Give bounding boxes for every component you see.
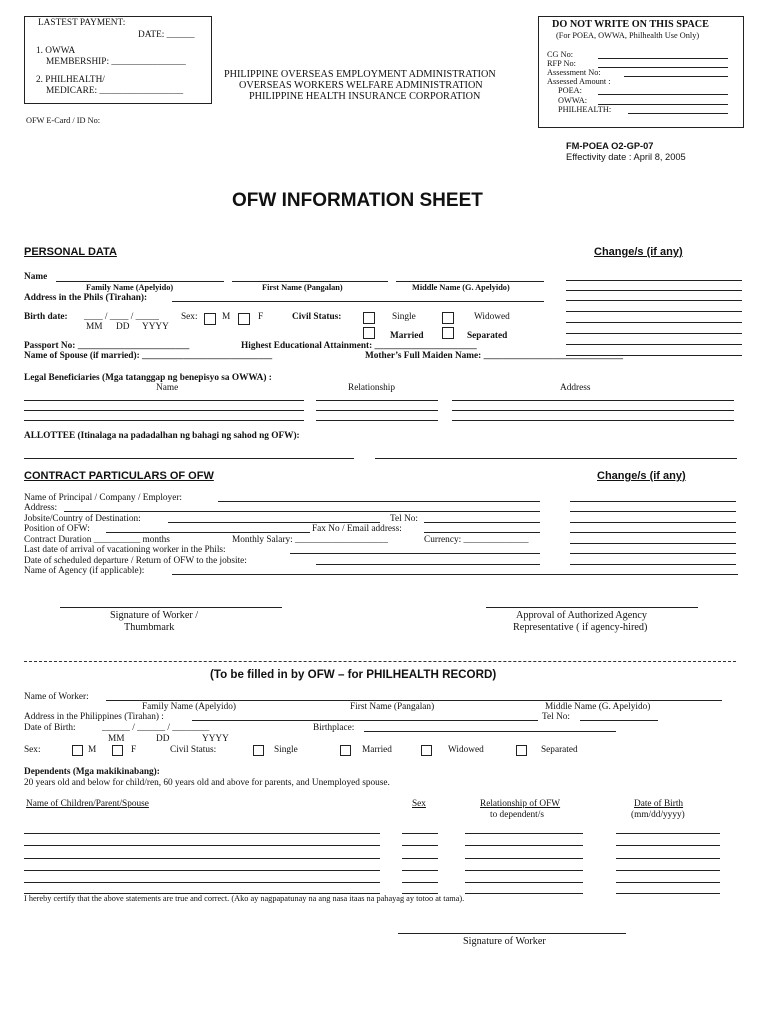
- effectivity-date: Effectivity date : April 8, 2005: [566, 152, 686, 162]
- ph-address-field[interactable]: [192, 720, 538, 721]
- employer-tel-label: Tel No:: [390, 514, 419, 524]
- dependents-note: 20 years old and below for child/ren, 60 years old and above for parents, and Unemployed spouse.: [24, 778, 390, 788]
- passport-field[interactable]: Passport No: ________________________: [24, 341, 190, 351]
- philhealth-fee-label: PHILHEALTH:: [558, 105, 612, 114]
- dependent-dob-header: Date of Birth: [634, 799, 684, 809]
- dependent-sex-line-3[interactable]: [402, 858, 438, 859]
- allottee-address-field[interactable]: [375, 458, 737, 459]
- owwa-fee-label: OWWA:: [558, 96, 588, 105]
- dependents-heading: Dependents (Mga makikinabang):: [24, 767, 160, 777]
- dependent-relationship-header-2: to dependent/s: [490, 810, 544, 820]
- philhealth-fee-field[interactable]: [628, 113, 728, 114]
- dependent-name-header: Name of Children/Parent/Spouse: [26, 799, 149, 809]
- civil-widowed-checkbox[interactable]: [442, 312, 454, 324]
- ph-civil-married-label: Married: [362, 745, 392, 755]
- certification-statement: I hereby certify that the above statements are true and correct. (Ako ay nagpapatunay na ang nasa itaas na pahayag ay totoo at tama).: [24, 894, 465, 903]
- birth-date-field[interactable]: ____ / ____ / _____: [84, 312, 159, 322]
- spouse-name-field[interactable]: Name of Spouse (if married): ____________________________: [24, 351, 273, 361]
- personal-data-heading: PERSONAL DATA: [24, 246, 117, 258]
- worker-signature-caption-1: Signature of Worker /: [110, 610, 199, 621]
- office-box-title: DO NOT WRITE ON THIS SPACE: [552, 19, 709, 30]
- ph-dob-dd-caption: DD: [156, 734, 170, 744]
- beneficiary-address-line-3[interactable]: [452, 420, 734, 421]
- agency-name-label: Name of Agency (if applicable):: [24, 566, 145, 576]
- civil-single-checkbox[interactable]: [363, 312, 375, 324]
- birth-date-label: Birth date:: [24, 312, 68, 322]
- worker-signature-line[interactable]: [60, 607, 282, 608]
- ph-address-label: Address in the Philippines (Tirahan) :: [24, 712, 164, 722]
- dependent-rel-line-5[interactable]: [465, 882, 583, 883]
- civil-status-label: Civil Status:: [292, 312, 342, 322]
- contract-change-line-6[interactable]: [570, 553, 736, 554]
- ph-sex-label: Sex:: [24, 745, 41, 755]
- contract-changes-heading: Change/s (if any): [597, 470, 686, 482]
- family-name-field[interactable]: [56, 281, 224, 282]
- dependent-sex-header: Sex: [412, 799, 426, 809]
- personal-change-line-7[interactable]: [566, 344, 742, 345]
- assessment-no-label: Assessment No:: [547, 68, 601, 77]
- ph-sex-f-checkbox[interactable]: [112, 745, 123, 756]
- dependent-dob-line-5[interactable]: [616, 882, 720, 883]
- ph-civil-separated-checkbox[interactable]: [516, 745, 527, 756]
- dependent-sex-line-5[interactable]: [402, 882, 438, 883]
- beneficiary-relationship-line-1[interactable]: [316, 400, 438, 401]
- dependent-sex-line-4[interactable]: [402, 870, 438, 871]
- office-box-subtitle: (For POEA, OWWA, Philhealth Use Only): [556, 31, 700, 40]
- beneficiary-address-line-1[interactable]: [452, 400, 734, 401]
- employer-tel-field[interactable]: [424, 522, 540, 523]
- dependent-dob-header-2: (mm/dd/yyyy): [631, 810, 685, 820]
- assessment-no-field[interactable]: [624, 76, 728, 77]
- cg-no-field[interactable]: [598, 58, 728, 59]
- dependent-dob-line-6[interactable]: [616, 893, 720, 894]
- ph-dob-mm-caption: MM: [108, 734, 125, 744]
- currency-field[interactable]: Currency: ______________: [424, 535, 529, 545]
- dependent-name-line-5[interactable]: [24, 882, 380, 883]
- worker-signature-caption-2: Thumbmark: [124, 622, 175, 633]
- rfp-no-field[interactable]: [598, 67, 728, 68]
- birth-mm-caption: MM: [86, 322, 103, 332]
- position-label: Position of OFW:: [24, 524, 90, 534]
- dependent-rel-line-6[interactable]: [465, 893, 583, 894]
- contract-change-line-1[interactable]: [570, 501, 736, 502]
- personal-change-line-3[interactable]: [566, 300, 742, 301]
- ph-civil-married-checkbox[interactable]: [340, 745, 351, 756]
- jobsite-field[interactable]: [168, 522, 380, 523]
- family-name-caption: Family Name (Apelyido): [86, 283, 174, 292]
- ph-civil-single-checkbox[interactable]: [253, 745, 264, 756]
- ph-civil-single-label: Single: [274, 745, 298, 755]
- arrival-date-label: Last date of arrival of vacationing worker in the Phils:: [24, 545, 226, 555]
- ph-middle-name-caption: Middle Name (G. Apelyido): [545, 702, 651, 712]
- beneficiary-name-header: Name: [156, 383, 179, 393]
- dependent-sex-line-2[interactable]: [402, 845, 438, 846]
- fax-email-label: Fax No / Email address:: [312, 524, 402, 534]
- page-title: OFW INFORMATION SHEET: [232, 190, 483, 211]
- personal-change-line-8[interactable]: [566, 355, 742, 356]
- contract-duration-field[interactable]: Contract Duration __________ months: [24, 535, 170, 545]
- arrival-date-field[interactable]: [290, 553, 540, 554]
- agency-approval-line[interactable]: [486, 607, 698, 608]
- beneficiary-relationship-header: Relationship: [348, 383, 395, 393]
- personal-change-line-2[interactable]: [566, 290, 742, 291]
- agency-approval-caption-1: Approval of Authorized Agency: [516, 610, 647, 621]
- ph-tel-label: Tel No:: [542, 712, 571, 722]
- personal-change-line-4[interactable]: [566, 311, 742, 312]
- ph-dob-field[interactable]: ______ / ______ / ________: [102, 723, 210, 733]
- medicare-field[interactable]: MEDICARE: __________________: [46, 86, 184, 96]
- sex-m-checkbox[interactable]: [204, 313, 216, 325]
- beneficiary-relationship-line-3[interactable]: [316, 420, 438, 421]
- first-name-field[interactable]: [232, 281, 388, 282]
- final-signature-line[interactable]: [398, 933, 626, 934]
- contract-change-line-4[interactable]: [570, 532, 736, 533]
- sex-f-checkbox[interactable]: [238, 313, 250, 325]
- birth-dd-caption: DD: [116, 322, 130, 332]
- personal-change-line-6[interactable]: [566, 333, 742, 334]
- civil-single-label: Single: [392, 312, 416, 322]
- sex-m-label: M: [222, 312, 231, 322]
- poea-fee-label: POEA:: [558, 86, 582, 95]
- rfp-no-label: RFP No:: [547, 59, 576, 68]
- allottee-name-field[interactable]: [24, 458, 354, 459]
- dependent-rel-line-2[interactable]: [465, 845, 583, 846]
- contract-change-line-5[interactable]: [570, 543, 736, 544]
- agency-poea: PHILIPPINE OVERSEAS EMPLOYMENT ADMINISTRATION: [224, 69, 496, 80]
- ph-civil-status-label: Civil Status:: [170, 745, 217, 755]
- lastest-payment-label: LASTEST PAYMENT:: [38, 18, 126, 28]
- departure-date-field[interactable]: [316, 564, 540, 565]
- dependent-relationship-header: Relationship of OFW: [480, 799, 561, 809]
- education-field[interactable]: Highest Educational Attainment: ______________________: [241, 341, 477, 351]
- ph-sex-m-checkbox[interactable]: [72, 745, 83, 756]
- beneficiary-relationship-line-2[interactable]: [316, 410, 438, 411]
- owwa-label: 1. OWWA: [36, 46, 76, 56]
- beneficiary-name-line-2[interactable]: [24, 410, 304, 411]
- agency-philhealth: PHILIPPINE HEALTH INSURANCE CORPORATION: [249, 91, 481, 102]
- first-name-caption: First Name (Pangalan): [262, 283, 343, 292]
- civil-widowed-label: Widowed: [474, 312, 510, 322]
- dependent-name-line-2[interactable]: [24, 845, 380, 846]
- sex-f-label: F: [258, 312, 264, 322]
- ph-civil-separated-label: Separated: [541, 745, 578, 755]
- dependent-dob-line-3[interactable]: [616, 858, 720, 859]
- agency-approval-caption-2: Representative ( if agency-hired): [513, 622, 648, 633]
- section-divider: [24, 661, 736, 662]
- monthly-salary-field[interactable]: Monthly Salary: ____________________: [232, 535, 388, 545]
- position-field[interactable]: [106, 532, 310, 533]
- ph-dob-yyyy-caption: YYYY: [202, 734, 229, 744]
- middle-name-caption: Middle Name (G. Apelyido): [412, 283, 510, 292]
- dependent-name-line-3[interactable]: [24, 858, 380, 859]
- address-field[interactable]: [172, 301, 544, 302]
- civil-separated-checkbox[interactable]: [442, 327, 454, 339]
- dependent-dob-line-2[interactable]: [616, 845, 720, 846]
- ecard-label: OFW E-Card / ID No:: [26, 116, 101, 125]
- principal-label: Name of Principal / Company / Employer:: [24, 493, 183, 503]
- beneficiaries-label: Legal Beneficiaries (Mga tatanggap ng benepisyo sa OWWA) :: [24, 373, 272, 383]
- dependent-dob-line-1[interactable]: [616, 833, 720, 834]
- contract-change-line-3[interactable]: [570, 522, 736, 523]
- agency-owwa: OVERSEAS WORKERS WELFARE ADMINISTRATION: [239, 80, 483, 91]
- payment-date-field[interactable]: DATE: ______: [138, 30, 195, 40]
- address-label: Address in the Phils (Tirahan):: [24, 293, 148, 303]
- dependent-name-line-4[interactable]: [24, 870, 380, 871]
- dependent-name-line-1[interactable]: [24, 833, 380, 834]
- dependent-rel-line-1[interactable]: [465, 833, 583, 834]
- contract-change-line-2[interactable]: [570, 511, 736, 512]
- ph-tel-field[interactable]: [580, 720, 658, 721]
- contract-heading: CONTRACT PARTICULARS OF OFW: [24, 470, 214, 482]
- fax-email-field[interactable]: [424, 532, 540, 533]
- mother-maiden-name-field[interactable]: Mother’s Full Maiden Name: ______________________________: [365, 351, 624, 361]
- birthplace-field[interactable]: [364, 731, 616, 732]
- dependent-sex-line-1[interactable]: [402, 833, 438, 834]
- beneficiary-address-header: Address: [560, 383, 591, 393]
- poea-fee-field[interactable]: [598, 94, 728, 95]
- civil-married-label: Married: [390, 331, 424, 341]
- birth-yyyy-caption: YYYY: [142, 322, 169, 332]
- personal-change-line-1[interactable]: [566, 280, 742, 281]
- worker-name-field[interactable]: [106, 700, 722, 701]
- ph-first-name-caption: First Name (Pangalan): [350, 702, 435, 712]
- allottee-label: ALLOTTEE (Itinalaga na padadalhan ng bahagi ng sahod ng OFW):: [24, 431, 300, 441]
- beneficiary-address-line-2[interactable]: [452, 410, 734, 411]
- dependent-dob-line-4[interactable]: [616, 870, 720, 871]
- worker-name-label: Name of Worker:: [24, 692, 89, 702]
- philhealth-label: 2. PHILHEALTH/: [36, 75, 105, 85]
- assessed-amount-label: Assessed Amount :: [547, 77, 611, 86]
- ph-sex-m-label: M: [88, 745, 97, 755]
- civil-married-checkbox[interactable]: [363, 327, 375, 339]
- final-signature-caption: Signature of Worker: [463, 936, 546, 947]
- ph-sex-f-label: F: [131, 745, 137, 755]
- jobsite-label: Jobsite/Country of Destination:: [24, 514, 141, 524]
- cg-no-label: CG No:: [547, 50, 574, 59]
- name-label: Name: [24, 272, 48, 282]
- dependent-rel-line-3[interactable]: [465, 858, 583, 859]
- personal-changes-heading: Change/s (if any): [594, 246, 683, 258]
- dependent-rel-line-4[interactable]: [465, 870, 583, 871]
- contract-change-line-7[interactable]: [570, 564, 736, 565]
- departure-date-label: Date of scheduled departure / Return of OFW to the jobsite:: [24, 556, 247, 566]
- civil-separated-label: Separated: [467, 331, 508, 341]
- ph-civil-widowed-checkbox[interactable]: [421, 745, 432, 756]
- philhealth-heading: (To be filled in by OFW – for PHILHEALTH RECORD): [210, 668, 497, 681]
- ph-civil-widowed-label: Widowed: [448, 745, 484, 755]
- owwa-membership-field[interactable]: MEMBERSHIP: ________________: [46, 57, 186, 67]
- principal-field[interactable]: [218, 501, 540, 502]
- beneficiary-name-line-1[interactable]: [24, 400, 304, 401]
- employer-address-label: Address:: [24, 503, 58, 513]
- personal-change-line-5[interactable]: [566, 322, 742, 323]
- employer-address-field[interactable]: [64, 511, 540, 512]
- agency-name-field[interactable]: [172, 574, 738, 575]
- birthplace-label: Birthplace:: [313, 723, 355, 733]
- middle-name-field[interactable]: [396, 281, 544, 282]
- ph-dob-label: Date of Birth:: [24, 723, 76, 733]
- beneficiary-name-line-3[interactable]: [24, 420, 304, 421]
- sex-label: Sex:: [181, 312, 198, 322]
- ph-family-name-caption: Family Name (Apelyido): [142, 702, 236, 712]
- owwa-fee-field[interactable]: [598, 104, 728, 105]
- form-code: FM-POEA O2-GP-07: [566, 141, 654, 151]
